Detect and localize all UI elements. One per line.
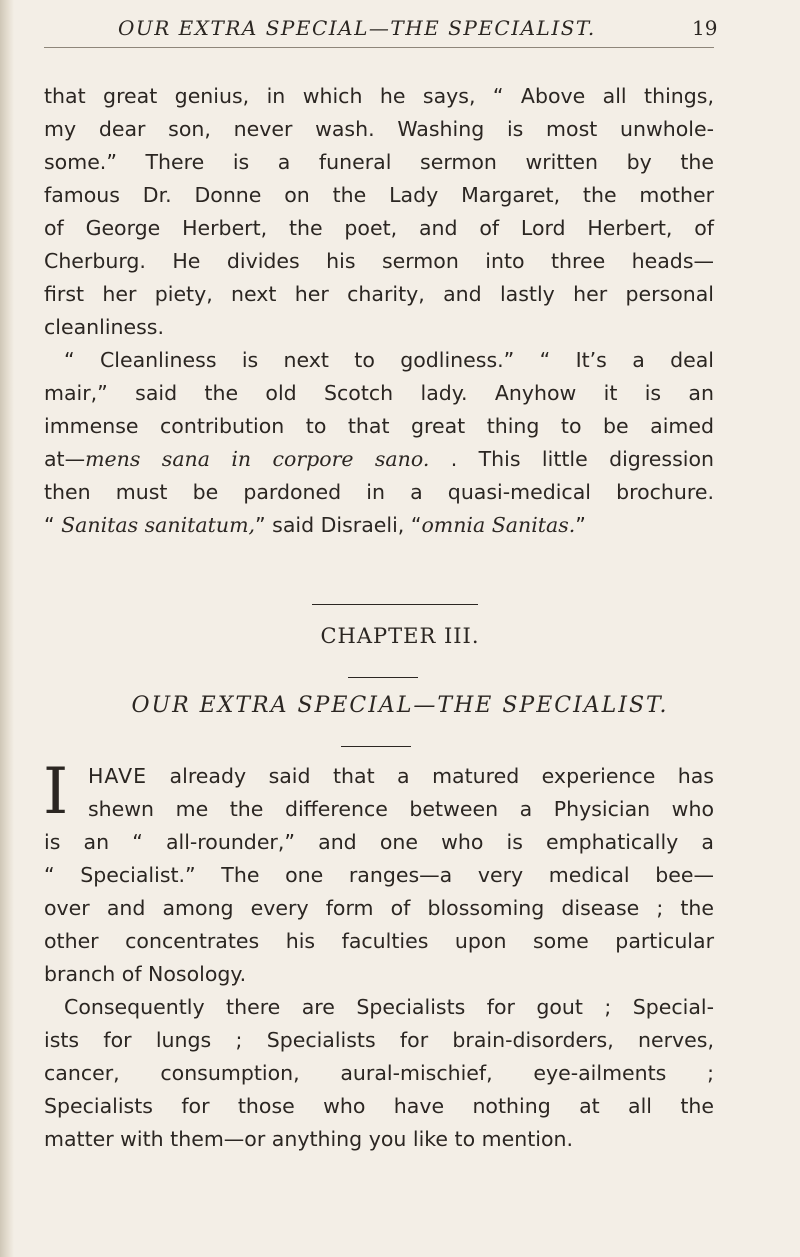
- page-number: 19: [692, 16, 718, 40]
- text-span: ” said Disraeli, “: [255, 513, 422, 537]
- text-line: then must be pardoned in a quasi-medical brochure.: [44, 480, 714, 504]
- text-line: first her piety, next her charity, and lastly her personal: [44, 282, 714, 306]
- text-line: cancer, consumption, aural-mischief, eye-ailments ;: [44, 1061, 714, 1085]
- text-line: shewn me the difference between a Physician who: [88, 797, 714, 821]
- text-line: famous Dr. Donne on the Lady Margaret, the mother: [44, 183, 714, 207]
- text-line: [44, 760, 714, 793]
- running-head: OUR EXTRA SPECIAL—THE SPECIALIST.: [118, 16, 596, 40]
- smallcaps-word: HAVE: [88, 764, 148, 788]
- text-line: over and among every form of blossoming disease ; the: [44, 896, 714, 920]
- continued-text: [44, 80, 714, 542]
- latin-phrase: omnia Sanitas.: [421, 513, 576, 537]
- text-line: Specialists for those who have nothing at all the: [44, 1094, 714, 1118]
- latin-phrase: Sanitas sanitatum,: [61, 513, 256, 537]
- text-line: mair,” said the old Scotch lady. Anyhow it is an: [44, 381, 714, 405]
- text-line: [44, 443, 714, 476]
- text-line: cleanliness.: [44, 315, 165, 339]
- text-line: [44, 509, 714, 542]
- text-span: . This little digression: [429, 447, 715, 471]
- text-line: that great genius, in which he says, “ Above all things,: [44, 84, 714, 108]
- chapter-divider: [348, 677, 418, 678]
- chapter-number: CHAPTER III.: [320, 624, 480, 648]
- text-span: already said that a matured experience has: [147, 764, 714, 788]
- text-line: other concentrates his faculties upon some particular: [44, 929, 714, 953]
- text-span: ”: [575, 513, 586, 537]
- text-line: ists for lungs ; Specialists for brain-disorders, nerves,: [44, 1028, 714, 1052]
- text-line: Cherburg. He divides his sermon into three heads—: [44, 249, 714, 273]
- text-line: “ Specialist.” The one ranges—a very medical bee—: [44, 863, 714, 887]
- text-line: of George Herbert, the poet, and of Lord Herbert, of: [44, 216, 714, 240]
- chapter-title: OUR EXTRA SPECIAL—THE SPECIALIST.: [131, 693, 669, 718]
- text-line: matter with them—or anything you like to mention.: [44, 1127, 574, 1151]
- header-rule: [44, 47, 714, 48]
- text-line: branch of Nosology.: [44, 962, 247, 986]
- latin-phrase: mens sana in corpore sano.: [85, 447, 430, 471]
- text-span: at—: [44, 447, 86, 471]
- text-line: Consequently there are Specialists for gout ; Special-: [64, 995, 714, 1019]
- drop-cap: I: [43, 755, 69, 829]
- text-line: is an “ all-rounder,” and one who is emphatically a: [44, 830, 714, 854]
- text-line: my dear son, never wash. Washing is most unwhole-: [44, 117, 714, 141]
- text-line: “ Cleanliness is next to godliness.” “ It’s a deal: [64, 348, 714, 372]
- text-line: immense contribution to that great thing to be aimed: [44, 414, 714, 438]
- text-line: some.” There is a funeral sermon written by the: [44, 150, 714, 174]
- chapter-text: [43, 755, 714, 1156]
- text-span: “: [44, 513, 62, 537]
- section-divider: [312, 604, 478, 605]
- title-divider: [341, 746, 411, 747]
